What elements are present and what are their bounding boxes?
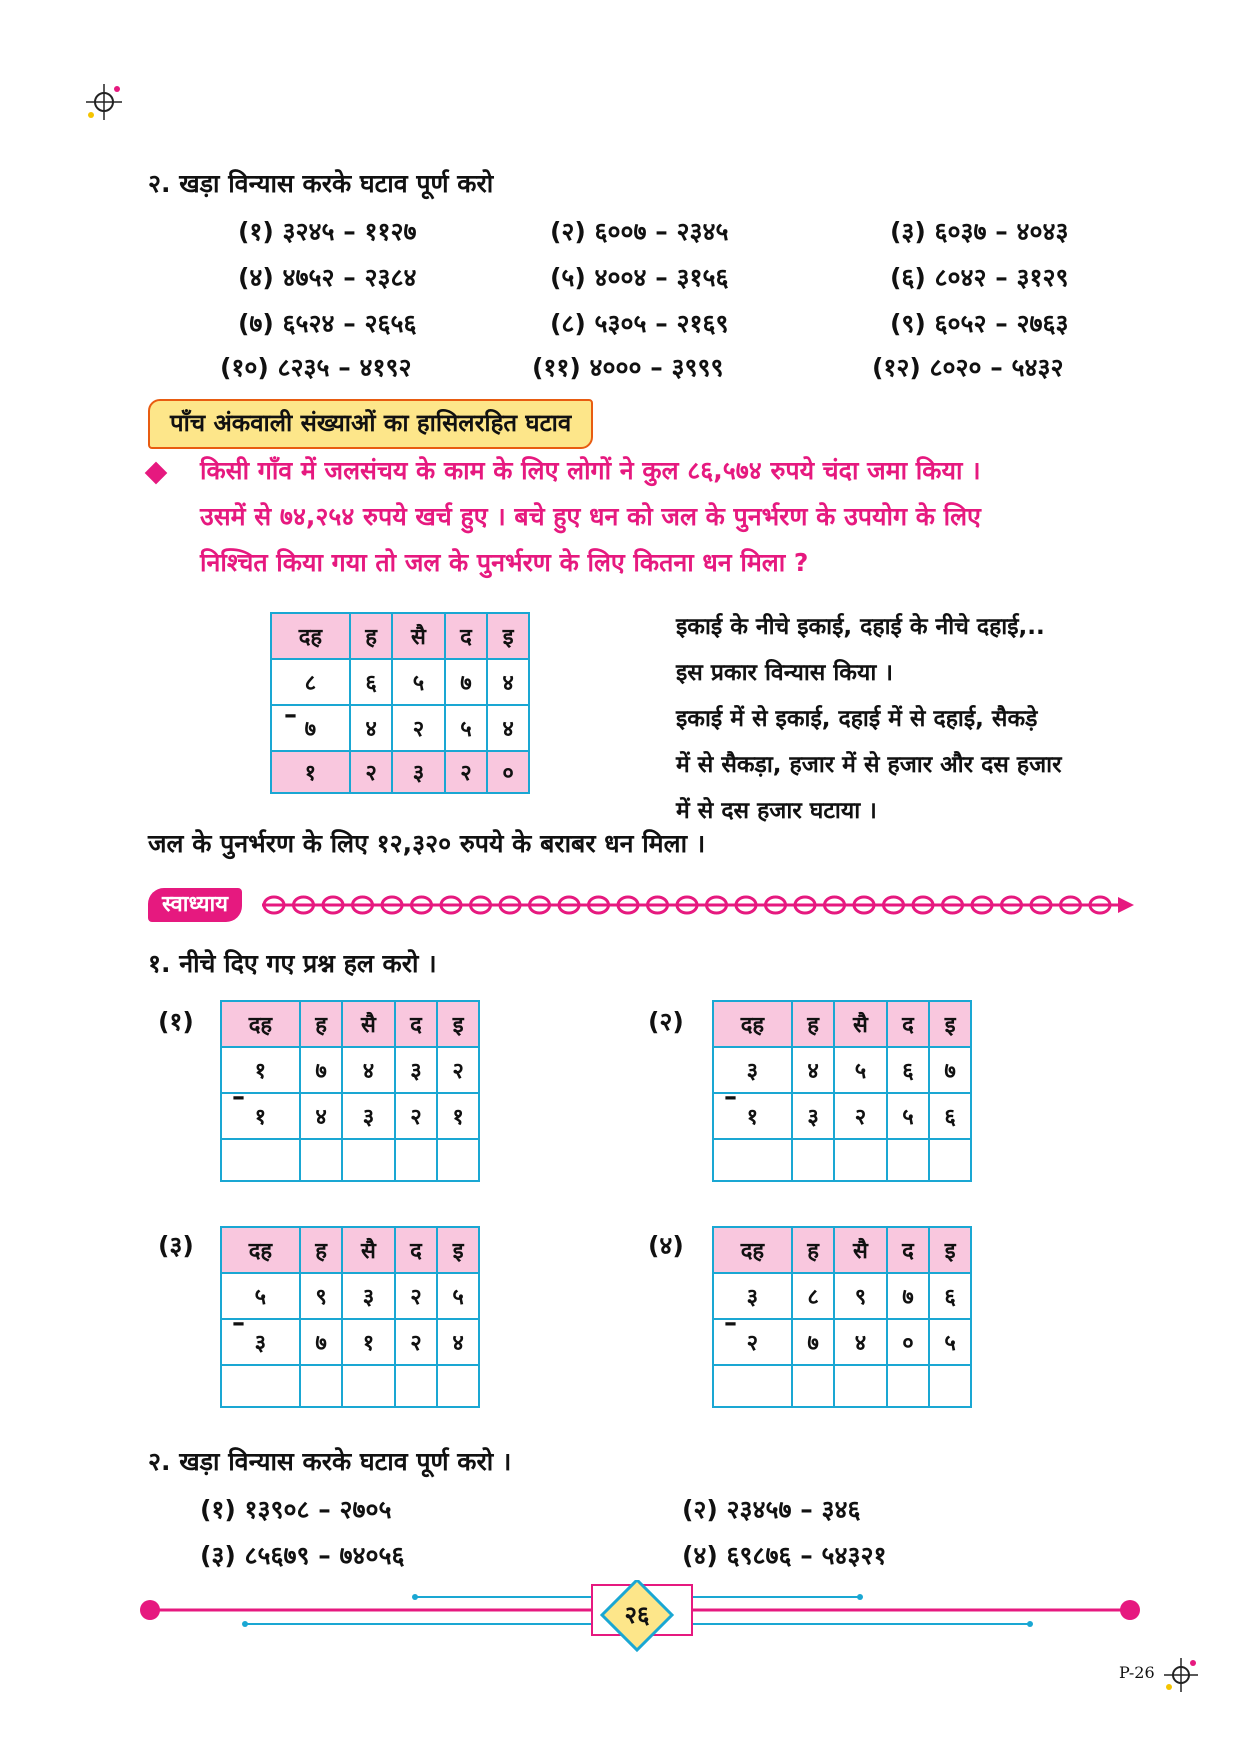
table-cell: ४ [487,659,529,705]
registration-mark-icon [1162,1656,1200,1694]
table-cell: ह [792,1001,835,1047]
explanation-line: इस प्रकार विन्यास किया । [676,660,893,686]
table-cell: सै [392,613,444,659]
word-problem-line: उसमें से ७४,२५४ रुपये खर्च हुए । बचे हुए धन को जल के पुनर्भरण के उपयोग के लिए [200,502,981,531]
exercise-place-value-table [220,1226,480,1408]
table-cell: ४ [792,1047,835,1093]
table-cell: २ [437,1047,479,1093]
table-cell: ४ [487,705,529,751]
exercise-table-label: (४) [648,1231,684,1260]
section1-problem: (४) ४७५२ – २३८४ [238,263,417,292]
example-place-value-table [270,612,530,794]
table-cell: सै [834,1227,886,1273]
table-cell: दह [713,1227,792,1273]
section1-problem: (१) ३२४५ – ११२७ [238,217,417,246]
table-cell: ८ [792,1273,835,1319]
table-answer-row [221,1139,479,1181]
table-row [221,1319,479,1365]
exercise-table-label: (३) [158,1231,194,1260]
table-cell: १ [342,1319,394,1365]
table-cell: द [887,1001,930,1047]
section1-problem: (३) ६०३७ – ४०४३ [890,217,1069,246]
table-cell: ४ [342,1047,394,1093]
table-cell: १ [221,1047,300,1093]
section1-problem: (८) ५३०५ – २१६९ [550,309,729,338]
table-cell: ह [350,613,393,659]
table-cell[interactable] [342,1139,394,1181]
table-row [221,1273,479,1319]
table-cell: इ [437,1227,479,1273]
table-cell: २ [713,1319,792,1365]
table-cell: ५ [445,705,488,751]
word-problem-line: किसी गाँव में जलसंचय के काम के लिए लोगों ने कुल ८६,५७४ रुपये चंदा जमा किया । [200,456,981,485]
table-cell: ३ [342,1093,394,1139]
word-problem-line: निश्चित किया गया तो जल के पुनर्भरण के लिए कितना धन मिला ? [200,548,809,577]
table-cell: ५ [221,1273,300,1319]
table-cell[interactable] [221,1365,300,1407]
exercise-q1-heading: १. नीचे दिए गए प्रश्न हल करो । [148,949,437,978]
table-cell: ७ [300,1319,343,1365]
exercise-tag: स्वाध्याय [148,888,242,922]
registration-mark-icon [84,82,124,122]
table-cell: द [887,1227,930,1273]
table-cell: सै [342,1227,394,1273]
table-cell: ६ [887,1047,930,1093]
table-cell: ५ [887,1093,930,1139]
table-cell: ३ [792,1093,835,1139]
table-row [221,1047,479,1093]
table-cell: सै [834,1001,886,1047]
table-answer-row [713,1365,971,1407]
section1-problem: (५) ४००४ – ३१५६ [550,263,729,292]
table-row [271,659,529,705]
exercise-place-value-table [712,1000,972,1182]
exercise-table-label: (२) [648,1007,684,1036]
table-answer-row [221,1365,479,1407]
table-cell[interactable] [713,1139,792,1181]
table-row [713,1093,971,1139]
table-cell: सै [342,1001,394,1047]
table-cell: ३ [713,1047,792,1093]
conclusion: जल के पुनर्भरण के लिए १२,३२० रुपये के बराबर धन मिला । [148,829,706,858]
table-row [713,1273,971,1319]
table-cell: इ [929,1227,971,1273]
topic-title: पाँच अंकवाली संख्याओं का हासिलरहित घटाव [148,399,593,449]
table-cell: २ [445,751,488,793]
table-row [271,705,529,751]
exercise-q2-problem: (२) २३४५७ – ३४६ [682,1495,861,1524]
word-problem [200,448,1130,586]
table-cell: १ [437,1093,479,1139]
minus-sign: – [284,700,297,730]
minus-sign: – [724,1082,737,1112]
table-cell: ह [300,1001,343,1047]
table-cell: इ [487,613,529,659]
table-cell: दह [221,1001,300,1047]
table-answer-row [713,1139,971,1181]
table-header-row [221,1001,479,1047]
table-cell: ३ [395,1047,438,1093]
table-cell[interactable] [792,1139,835,1181]
exercise-q2-heading: २. खड़ा विन्यास करके घटाव पूर्ण करो । [148,1447,512,1476]
exercise-q2-problem: (४) ६९८७६ – ५४३२१ [682,1541,887,1570]
table-cell: इ [437,1001,479,1047]
table-header-row [713,1227,971,1273]
table-cell: १ [221,1093,300,1139]
table-cell: १ [713,1093,792,1139]
table-cell: द [395,1227,438,1273]
table-cell: ४ [350,705,393,751]
table-cell: ७ [792,1319,835,1365]
explanation-line: इकाई के नीचे इकाई, दहाई के नीचे दहाई,.. [676,614,1045,640]
table-cell[interactable] [437,1139,479,1181]
table-cell: ह [792,1227,835,1273]
table-cell[interactable] [792,1365,835,1407]
table-cell: २ [395,1319,438,1365]
table-cell: २ [395,1273,438,1319]
table-cell[interactable] [887,1365,930,1407]
section1-problem: (२) ६००७ – २३४५ [550,217,729,246]
section1-problem: (९) ६०५२ – २७६३ [890,309,1069,338]
table-cell: ५ [392,659,444,705]
table-cell: ० [487,751,529,793]
table-header-row [221,1227,479,1273]
table-row [713,1319,971,1365]
table-cell: ४ [300,1093,343,1139]
table-cell: १ [271,751,350,793]
table-cell[interactable] [834,1365,886,1407]
table-cell: ७ [300,1047,343,1093]
table-cell[interactable] [887,1139,930,1181]
table-cell: ४ [834,1319,886,1365]
table-cell: ३ [342,1273,394,1319]
table-cell: २ [395,1093,438,1139]
table-cell: ३ [221,1319,300,1365]
table-cell: २ [392,705,444,751]
table-result-row [271,751,529,793]
table-cell[interactable] [929,1365,971,1407]
table-cell[interactable] [437,1365,479,1407]
table-cell: ह [300,1227,343,1273]
table-cell: ३ [392,751,444,793]
exercise-q2-problem: (१) १३९०८ – २७०५ [200,1495,392,1524]
table-row [713,1047,971,1093]
exercise-table-label: (१) [158,1007,194,1036]
page-code: P-26 [1119,1663,1155,1682]
exercise-q2-problem: (३) ८५६७९ – ७४०५६ [200,1541,405,1570]
bullet-diamond-icon [145,462,168,485]
table-header-row [713,1001,971,1047]
section1-problem: (७) ६५२४ – २६५६ [238,309,417,338]
table-cell: ५ [929,1319,971,1365]
exercise-place-value-table [220,1000,480,1182]
section1-problem: (११) ४००० – ३९९९ [532,353,724,382]
table-cell[interactable] [713,1365,792,1407]
table-cell: ९ [834,1273,886,1319]
table-cell: ९ [300,1273,343,1319]
section1-problem: (६) ८०४२ – ३१२९ [890,263,1069,292]
table-cell: ८ [271,659,350,705]
table-cell[interactable] [300,1139,343,1181]
table-cell: २ [834,1093,886,1139]
table-header-row [271,613,529,659]
table-cell[interactable] [221,1139,300,1181]
minus-sign: – [232,1082,245,1112]
table-cell[interactable] [395,1365,438,1407]
table-cell: ४ [437,1319,479,1365]
table-cell: ७ [887,1273,930,1319]
explanation-line: में से सैकड़ा, हजार में से हजार और दस हजार [676,752,1062,778]
section1-problem: (१०) ८२३५ – ४१९२ [220,353,412,382]
explanation-line: में से दस हजार घटाया । [676,798,877,824]
table-cell: दह [271,613,350,659]
exercise-place-value-table [712,1226,972,1408]
minus-sign: – [724,1308,737,1338]
table-row [221,1093,479,1139]
table-cell: द [445,613,488,659]
table-cell: ७ [929,1047,971,1093]
table-cell: ७ [445,659,488,705]
section1-heading: २. खड़ा विन्यास करके घटाव पूर्ण करो [148,169,494,198]
minus-sign: – [232,1308,245,1338]
table-cell: इ [929,1001,971,1047]
table-cell: ७ [271,705,350,751]
table-cell: ६ [350,659,393,705]
table-cell[interactable] [342,1365,394,1407]
table-cell: दह [221,1227,300,1273]
explanation [676,604,1146,834]
table-cell: ० [887,1319,930,1365]
table-cell[interactable] [300,1365,343,1407]
table-cell: दह [713,1001,792,1047]
table-cell: ६ [929,1273,971,1319]
section1-problem: (१२) ८०२० – ५४३२ [872,353,1064,382]
page-number: २६ [624,1601,650,1629]
table-cell[interactable] [929,1139,971,1181]
table-cell: द [395,1001,438,1047]
table-cell: ५ [437,1273,479,1319]
table-cell[interactable] [395,1139,438,1181]
table-cell: २ [350,751,393,793]
table-cell: ६ [929,1093,971,1139]
decorative-chain-border [262,888,1142,922]
explanation-line: इकाई में से इकाई, दहाई में से दहाई, सैकड़े [676,706,1038,732]
table-cell: ३ [713,1273,792,1319]
table-cell: ५ [834,1047,886,1093]
table-cell[interactable] [834,1139,886,1181]
